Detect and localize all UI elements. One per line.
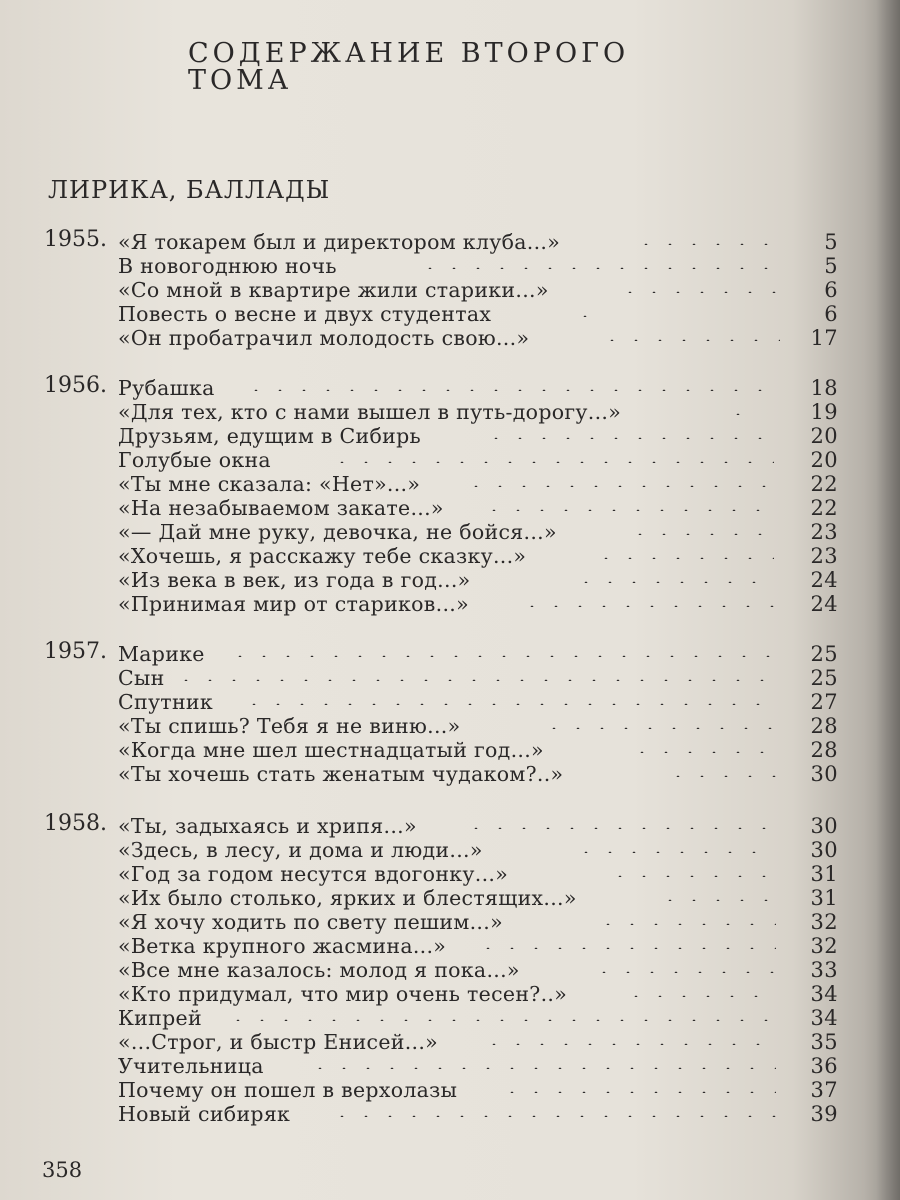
toc-entry-title: Учительница xyxy=(118,1054,264,1078)
leader-dots xyxy=(666,775,776,777)
toc-entry xyxy=(118,230,838,254)
toc-entry-page: 31 xyxy=(810,886,838,910)
page-number: 358 xyxy=(42,1158,83,1182)
leader-dots xyxy=(228,655,776,657)
toc-entry xyxy=(118,544,838,568)
leader-dots xyxy=(520,605,774,607)
toc-entry-title: «На незабываемом закате...» xyxy=(118,496,444,520)
toc-entry xyxy=(118,886,838,910)
toc-entry-page: 32 xyxy=(810,910,838,934)
toc-entry-page: 23 xyxy=(810,544,838,568)
toc-entry xyxy=(118,278,838,302)
toc-entry-page: 34 xyxy=(810,1006,838,1030)
leader-dots xyxy=(574,851,776,853)
leader-dots xyxy=(618,291,782,293)
toc-entry-title: «Со мной в квартире жили старики...» xyxy=(118,278,549,302)
toc-entry-page: 39 xyxy=(810,1102,838,1126)
leader-dots xyxy=(500,1091,776,1093)
section-heading: ЛИРИКА, БАЛЛАДЫ xyxy=(48,176,331,204)
toc-entry-title: «Ты хочешь стать женатым чудаком?..» xyxy=(118,762,564,786)
toc-entry-title: «Все мне казалось: молод я пока...» xyxy=(118,958,520,982)
toc-entry-title: Спутник xyxy=(118,690,213,714)
toc-entry-title: «Их было столько, ярких и блестящих...» xyxy=(118,886,577,910)
toc-entry-title: Голубые окна xyxy=(118,448,271,472)
toc-entry-title: «Для тех, кто с нами вышел в путь-дорогу...» xyxy=(118,400,622,424)
leader-dots xyxy=(244,389,770,391)
leader-dots xyxy=(634,243,782,245)
leader-dots xyxy=(596,923,776,925)
toc-entry xyxy=(118,472,838,496)
toc-entry-page: 23 xyxy=(810,520,838,544)
toc-entry xyxy=(118,400,838,424)
toc-entry-title: Марике xyxy=(118,642,205,666)
year-label: 1957. xyxy=(44,639,107,664)
leader-dots xyxy=(484,437,774,439)
toc-entry-page: 22 xyxy=(810,472,838,496)
leader-dots xyxy=(592,971,776,973)
toc-entry-page: 35 xyxy=(810,1030,838,1054)
toc-entry-page: 32 xyxy=(810,934,838,958)
toc-entry-title: В новогоднюю ночь xyxy=(118,254,337,278)
toc-entry-page: 36 xyxy=(810,1054,838,1078)
toc-entry-page: 20 xyxy=(810,448,838,472)
toc-entry-title: Повесть о весне и двух студентах xyxy=(118,302,492,326)
leader-dots xyxy=(330,461,774,463)
toc-entry-page: 30 xyxy=(810,814,838,838)
leader-dots xyxy=(226,1019,776,1021)
leader-dots xyxy=(242,703,776,705)
toc-entry-page: 28 xyxy=(810,714,838,738)
leader-dots xyxy=(608,875,776,877)
leader-dots xyxy=(574,581,774,583)
toc-entry-page: 6 xyxy=(824,302,838,326)
leader-dots xyxy=(482,509,774,511)
toc-entry-title: Новый сибиряк xyxy=(118,1102,291,1126)
toc-entry-title: «— Дай мне руку, девочка, не бойся...» xyxy=(118,520,557,544)
toc-entry xyxy=(118,424,838,448)
toc-entry-title: Рубашка xyxy=(118,376,215,400)
toc-entry-page: 30 xyxy=(810,838,838,862)
toc-entry xyxy=(118,862,838,886)
leader-dots xyxy=(628,533,774,535)
toc-entry xyxy=(118,690,838,714)
page-title: СОДЕРЖАНИЕ ВТОРОГО ТОМА xyxy=(188,38,630,96)
toc-entry-page: 24 xyxy=(810,568,838,592)
toc-entry-title: «Я токарем был и директором клуба...» xyxy=(118,230,561,254)
toc-entry-title: «Из века в век, из года в год...» xyxy=(118,568,471,592)
toc-entry-page: 6 xyxy=(824,278,838,302)
toc-entry-page: 5 xyxy=(824,254,838,278)
toc-entry xyxy=(118,642,838,666)
toc-entry-page: 25 xyxy=(810,666,838,690)
toc-entry xyxy=(118,1054,838,1078)
toc-entry-page: 25 xyxy=(810,642,838,666)
toc-entry-title: «Когда мне шел шестнадцатый год...» xyxy=(118,738,544,762)
toc-entry xyxy=(118,1030,838,1054)
leader-dots xyxy=(573,315,603,317)
year-label: 1958. xyxy=(44,811,107,836)
toc-entry-page: 19 xyxy=(810,400,838,424)
toc-entry-title: «Принимая мир от стариков...» xyxy=(118,592,469,616)
leader-dots xyxy=(600,339,780,341)
toc-entry xyxy=(118,1102,838,1126)
toc-entry-title: Почему он пошел в верхолазы xyxy=(118,1078,458,1102)
toc-entry xyxy=(118,254,838,278)
toc-entry-title: «Ты, задыхаясь и хрипя...» xyxy=(118,814,417,838)
toc-entry-title: «...Строг, и быстр Енисей...» xyxy=(118,1030,439,1054)
toc-entry xyxy=(118,592,838,616)
toc-entry-title: «Кто придумал, что мир очень тесен?..» xyxy=(118,982,568,1006)
toc-entry xyxy=(118,714,838,738)
toc-entry xyxy=(118,568,838,592)
leader-dots xyxy=(418,267,768,269)
leader-dots xyxy=(630,751,776,753)
toc-entry-page: 24 xyxy=(810,592,838,616)
toc-entry xyxy=(118,376,838,400)
page-edge-shadow xyxy=(876,0,900,1200)
toc-entry-page: 37 xyxy=(810,1078,838,1102)
leader-dots xyxy=(658,899,776,901)
leader-dots xyxy=(464,827,776,829)
year-label: 1956. xyxy=(44,373,107,398)
toc-entry-page: 28 xyxy=(810,738,838,762)
toc-entry xyxy=(118,762,838,786)
toc-entry xyxy=(118,1078,838,1102)
leader-dots xyxy=(174,679,776,681)
toc-entry-title: «Ветка крупного жасмина...» xyxy=(118,934,447,958)
leader-dots xyxy=(542,727,776,729)
leader-dots xyxy=(330,1115,776,1117)
leader-dots xyxy=(726,413,742,415)
toc-entry-page: 33 xyxy=(810,958,838,982)
toc-entry xyxy=(118,520,838,544)
toc-entry-page: 22 xyxy=(810,496,838,520)
toc-entry xyxy=(118,838,838,862)
leader-dots xyxy=(594,557,774,559)
toc-entry-page: 5 xyxy=(824,230,838,254)
toc-entry xyxy=(118,738,838,762)
toc-entry-page: 34 xyxy=(810,982,838,1006)
toc-entry xyxy=(118,302,838,326)
toc-entry-title: «Он пробатрачил молодость свою...» xyxy=(118,326,530,350)
toc-entry-title: «Ты спишь? Тебя я не виню...» xyxy=(118,714,461,738)
toc-entry-title: «Хочешь, я расскажу тебе сказку...» xyxy=(118,544,527,568)
leader-dots xyxy=(482,1043,776,1045)
toc-entry-title: «Здесь, в лесу, и дома и люди...» xyxy=(118,838,483,862)
leader-dots xyxy=(476,947,776,949)
toc-entry xyxy=(118,326,838,350)
toc-entry-page: 18 xyxy=(810,376,838,400)
toc-entry xyxy=(118,448,838,472)
toc-entry-page: 17 xyxy=(810,326,838,350)
toc-entry xyxy=(118,1006,838,1030)
toc-entry xyxy=(118,496,838,520)
toc-entry-title: Сын xyxy=(118,666,165,690)
toc-entry xyxy=(118,982,838,1006)
toc-entry-title: Кипрей xyxy=(118,1006,202,1030)
year-label: 1955. xyxy=(44,227,107,252)
toc-entry xyxy=(118,666,838,690)
toc-entry-page: 30 xyxy=(810,762,838,786)
toc-entry-title: «Я хочу ходить по свету пешим...» xyxy=(118,910,503,934)
leader-dots xyxy=(308,1067,776,1069)
toc-entry xyxy=(118,910,838,934)
toc-entry xyxy=(118,958,838,982)
toc-entry-title: Друзьям, едущим в Сибирь xyxy=(118,424,421,448)
leader-dots xyxy=(624,995,776,997)
toc-entry-title: «Год за годом несутся вдогонку...» xyxy=(118,862,509,886)
toc-entry-page: 31 xyxy=(810,862,838,886)
toc-entry-page: 27 xyxy=(810,690,838,714)
toc-entry-page: 20 xyxy=(810,424,838,448)
leader-dots xyxy=(464,485,774,487)
toc-entry xyxy=(118,934,838,958)
toc-entry xyxy=(118,814,838,838)
toc-entry-title: «Ты мне сказала: «Нет»...» xyxy=(118,472,421,496)
